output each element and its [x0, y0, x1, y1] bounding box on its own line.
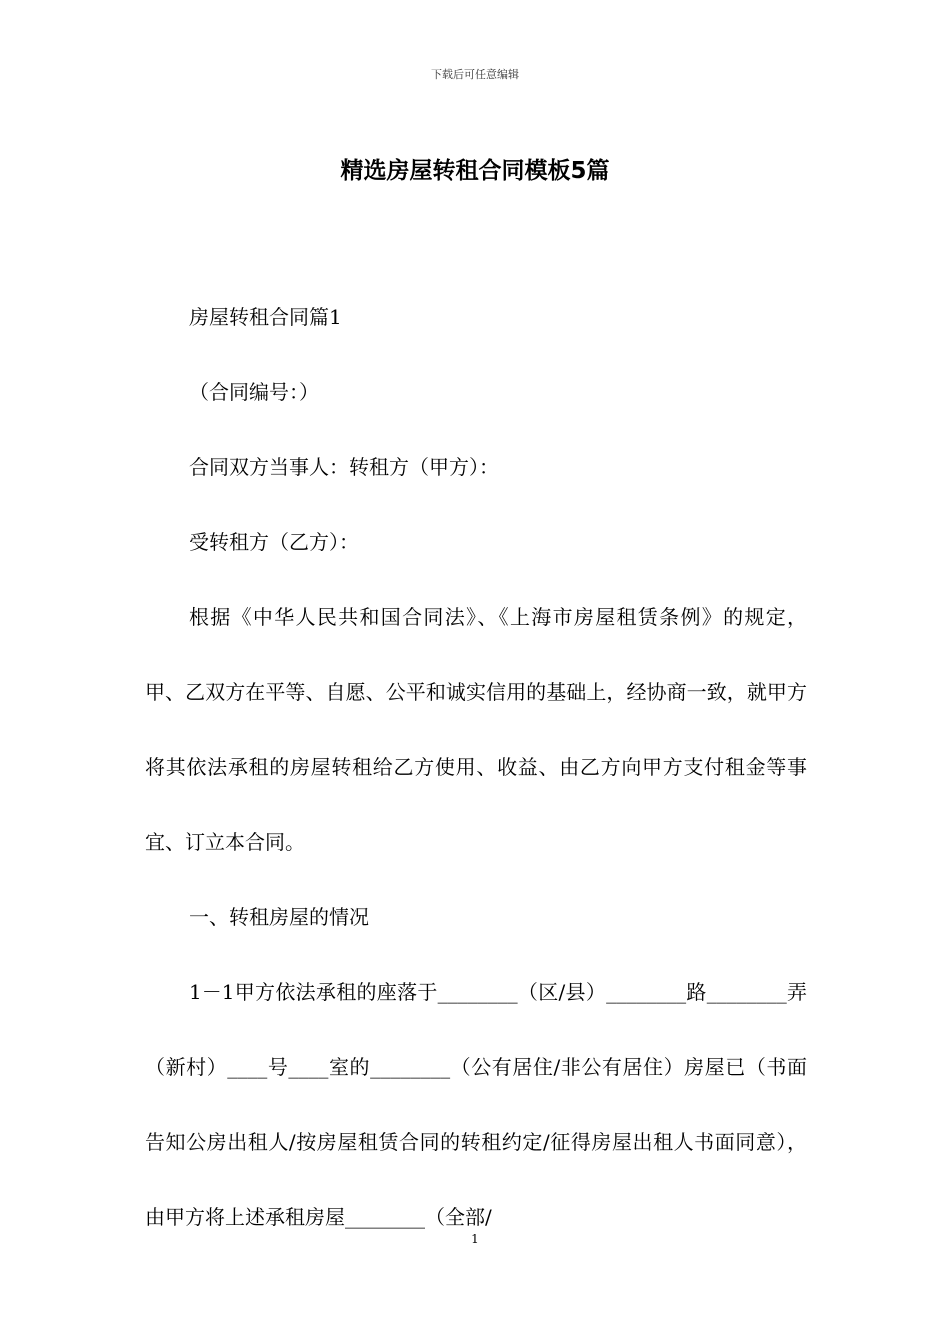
- document-body: [145, 280, 807, 1255]
- page-number: 1: [471, 1232, 479, 1246]
- section-heading: 房屋转租合同篇1: [189, 305, 342, 329]
- contract-number: （合同编号：）: [189, 380, 319, 404]
- party-a: 合同双方当事人：转租方（甲方）：: [189, 455, 499, 479]
- party-b: 受转租方（乙方）：: [189, 530, 359, 554]
- document-title: 精选房屋转租合同模板5篇: [340, 158, 610, 184]
- header-note: 下载后可任意编辑: [431, 68, 519, 81]
- clause-1-1: 1－1甲方依法承租的座落于________（区/县）________路________弄（新村）____号____室的________（公有居住/非公有居住）房屋已（书面告知公房出租人/按房屋租赁合同的转租约定/征得房屋出租人书面同意），由甲方将上述承租房屋________（全部/: [145, 980, 807, 1229]
- clause-heading: 一、转租房屋的情况: [189, 905, 369, 929]
- preamble-paragraph: 根据《中华人民共和国合同法》、《上海市房屋租赁条例》的规定，甲、乙双方在平等、自愿、公平和诚实信用的基础上，经协商一致，就甲方将其依法承租的房屋转租给乙方使用、收益、由乙方向甲方支付租金等事宜、订立本合同。: [145, 605, 807, 854]
